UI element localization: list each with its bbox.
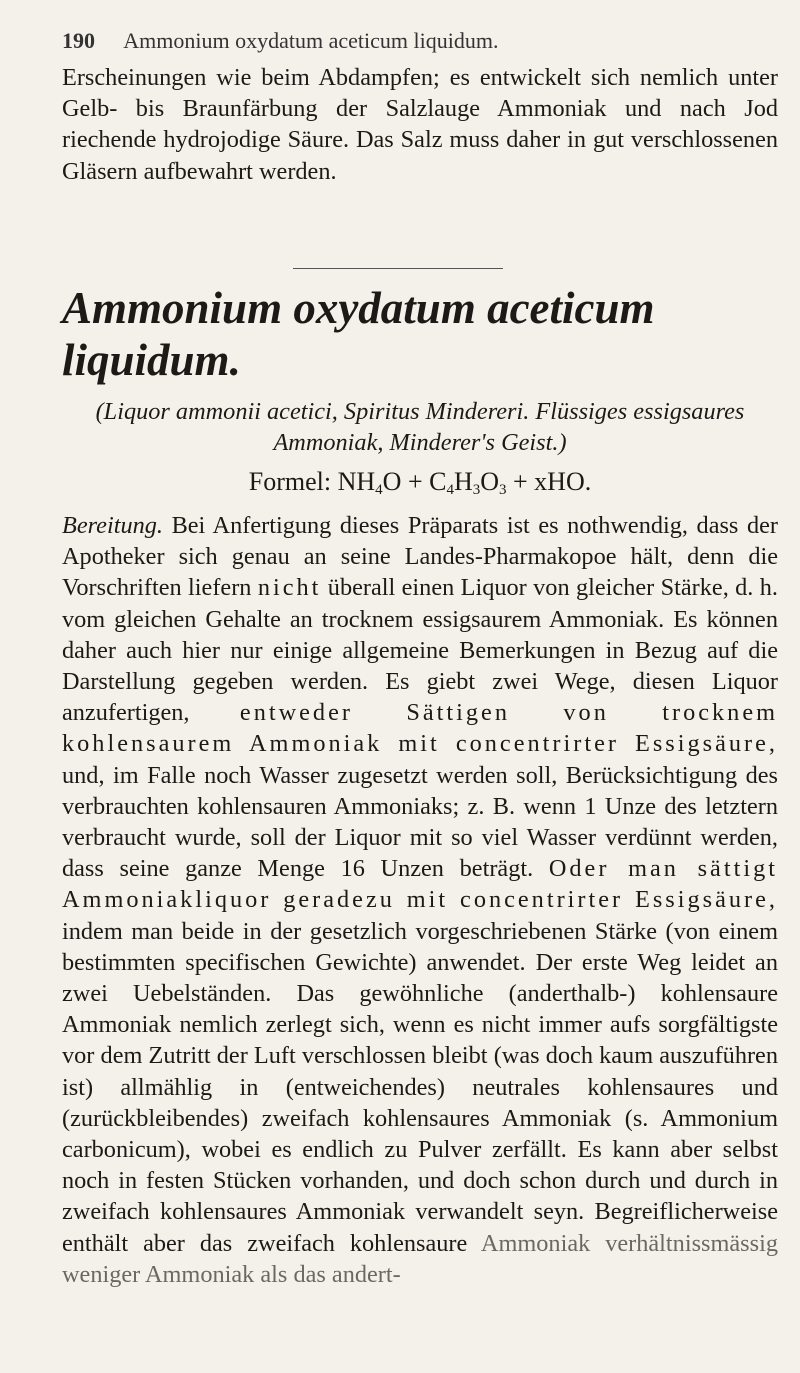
- section-divider: [293, 268, 503, 269]
- chemical-formula: Formel: $NH_4O + C_4H_3O_3$ + xHO.: [248, 467, 592, 498]
- section-title: Ammonium oxydatum aceticum liquidum.: [62, 283, 655, 385]
- preparation-heading: Bereitung.: [62, 512, 163, 539]
- emphasis-method-one: entweder Sättigen von trocknem kohlensaurem Ammoniak mit concentrirter Essigsäure,: [62, 699, 779, 758]
- formula-label: Formel:: [248, 467, 332, 496]
- faded-last-line: Ammoniak verhältnissmässig weniger Ammoniak als das andert-: [62, 1229, 778, 1288]
- emphasis-nicht: nicht: [257, 574, 322, 602]
- preparation-paragraph: Bereitung. Bei Anfertigung dieses Präparats ist es nothwendig, dass der Apotheker sich genau an seine Landes-Pharmakopoe hält, denn die Vorschriften liefern nicht überall einen Liquor von gleicher Stärke, d. h. vom gleichen Gehalte an trocknem essigsaurem Ammoniak. Es können daher auch hier nur einige allgemeine Bemerkungen in Bezug auf die Darstellung gegeben werden. Es giebt zwei Wege, diesen Liquor anzufertigen, entweder Sättigen von trocknem kohlensaurem Ammoniak mit concentrirter Essigsäure, und, im Falle noch Wasser zugesetzt werden soll, Berücksichtigung des verbrauchten kohlensauren Ammoniaks; z. B. wenn 1 Unze des letztern verbraucht wurde, soll der Liquor mit so viel Wasser verdünnt werden, dass seine ganze Menge 16 Unzen beträgt. Oder man sättigt Ammoniakliquor geradezu mit concentrirter Essigsäure, indem man beide in der gesetzlich vorgeschriebenen Stärke (von einem bestimmten specifischen Gewichte) anwendet. Der erste Weg leidet an zwei Uebelständen. Das gewöhnliche (anderthalb-) kohlensaure Ammoniak nemlich zerlegt sich, wenn es nicht immer aufs sorgfältigste vor dem Zutritt der Luft verschlossen bleibt (was doch kaum auszuführen ist) allmählig in (entweichendes) neutrales kohlensaures und (zurückbleibendes) zweifach kohlensaures Ammoniak (s. Ammonium carbonicum), wobei es endlich zu Pulver zerfällt. Es kann aber selbst noch in festen Stücken vorhanden, und doch schon durch und durch in zweifach kohlensaures Ammoniak verwandelt seyn. Begreiflicherweise enthält aber das zweifach kohlensaure Ammoniak verhältnissmässig weniger Ammoniak als das andert-: [62, 512, 779, 1288]
- emphasis-method-two: Oder man sättigt Ammoniakliquor geradezu mit concentrirter Essigsäure,: [62, 855, 778, 914]
- formula-ammonium: NH: [337, 467, 376, 496]
- running-head: [62, 28, 760, 54]
- intro-paragraph: Erscheinungen wie beim Abdampfen; es entwickelt sich nemlich unter Gelb- bis Braunfärbung der Salzlauge Ammoniak und nach Jod riechende hydrojodige Säure. Das Salz muss daher in gut verschlossenen Gläsern aufbewahrt werden.: [62, 64, 778, 185]
- running-head-title: Ammonium oxydatum aceticum liquidum.: [123, 28, 499, 53]
- synonyms-line: (Liquor ammonii acetici, Spiritus Mindereri. Flüssiges essigsaures Ammoniak, Minderer's Geist.): [95, 398, 745, 457]
- page-number: 190: [62, 28, 95, 53]
